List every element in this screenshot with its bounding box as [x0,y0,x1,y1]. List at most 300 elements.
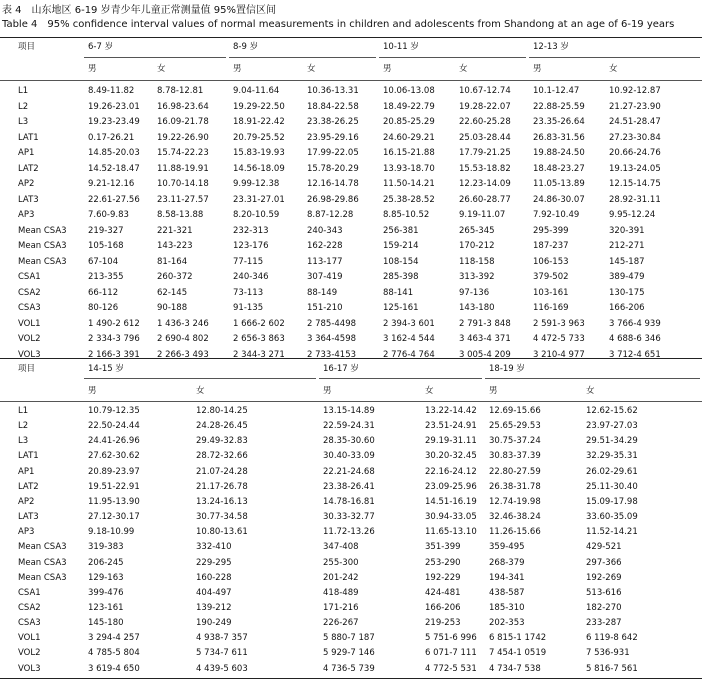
table1-cell: 11.50-14.21 [383,179,435,189]
table-title-chinese: 表 4 山东地区 6-19 岁青少年儿童正常测量值 95%置信区间 [2,5,276,16]
table1-cell: 320-391 [609,225,645,236]
table2-cell: 5 751-6 996 [425,633,477,644]
table2-cell: 145-180 [88,618,124,629]
table1-row-label: LAT2 [18,163,39,174]
table2-cell: 29.19-31.11 [425,436,477,447]
table2-sex-header: 男 [489,386,498,396]
table2-cell: 7 536-931 [586,648,630,659]
table2-cell: 351-399 [425,542,461,553]
table2-cell: 24.41-26.96 [88,436,140,447]
table1-cell: 8.78-12.81 [157,86,204,96]
table2-cell: 202-353 [489,618,525,629]
table1-cell: 12.15-14.75 [609,179,661,189]
table1-cell: 3 005-4 209 [459,349,511,360]
table2-cell: 11.26-15.66 [489,527,541,538]
table2-cell: 29.51-34.29 [586,436,638,447]
table2-cell: 229-295 [196,557,232,568]
table1-cell: 2 776-4 764 [383,349,435,360]
table1-cell: 88-141 [383,287,414,298]
table1-cell: 20.85-25.29 [383,117,435,127]
table2-cell: 11.72-13.26 [323,527,375,538]
table1-cell: 8.58-13.88 [157,210,204,220]
table2-cell: 190-249 [196,618,232,629]
table2-age-group: 16-17 岁 [323,364,359,374]
table1-age-group: 12-13 岁 [533,42,569,52]
table2-cell: 12.80-14.25 [196,406,248,416]
table2-cell: 171-216 [323,602,359,613]
table2-cell: 429-521 [586,542,622,553]
table1-cell: 16.09-21.78 [157,117,209,127]
table1-row-label: CSA1 [18,272,41,282]
table2-header-rule [0,401,702,402]
table2-row-label: AP2 [18,496,35,507]
table2-cell: 7 454-1 0519 [489,648,547,659]
table1-cell: 8.49-11.82 [88,86,135,96]
table2-cell: 14.51-16.19 [425,496,477,507]
table1-cell: 14.56-18.09 [233,163,285,174]
table2-cell: 27.62-30.62 [88,451,140,462]
table1-cell: 24.86-30.07 [533,194,585,205]
table1-row-label: AP1 [18,148,35,158]
table1-cell: 0.17-26.21 [88,132,135,143]
table2-row-label: Mean CSA3 [18,542,67,553]
table1-cell: 15.74-22.23 [157,148,209,158]
table2-cell: 33.60-35.09 [586,512,638,523]
table1-row-label: VOL1 [18,318,41,329]
table1-cell: 2 785-4498 [307,318,357,329]
table1-cell: 19.23-23.49 [88,117,140,127]
table2-cell: 268-379 [489,557,525,568]
table1-row-label: L2 [18,101,29,112]
table1-cell: 159-214 [383,241,419,251]
table2-row-label: AP1 [18,466,35,477]
table1-cell: 118-158 [459,256,495,267]
table1-cell: 23.31-27.01 [233,194,285,205]
table2-item-header: 项目 [18,364,36,374]
table2-cell: 3 294-4 257 [88,633,140,644]
table2-cell: 160-228 [196,572,232,583]
table1-cell: 22.61-27.56 [88,194,140,205]
table2-cell: 347-408 [323,542,359,553]
table1-cell: 17.79-21.25 [459,148,511,158]
table2-cell: 25.65-29.53 [489,421,541,432]
table1-sex-header: 女 [157,64,166,74]
table1-cell: 123-176 [233,241,269,251]
table1-cell: 130-175 [609,287,645,298]
table2-cell: 438-587 [489,587,525,598]
table2-cell: 9.18-10.99 [88,527,135,538]
table2-cell: 319-383 [88,542,124,553]
table1-cell: 256-381 [383,225,419,236]
table1-cell: 143-223 [157,241,193,251]
table2-cell: 166-206 [425,602,461,613]
table1-bottom-rule [0,358,702,359]
table2-cell: 404-497 [196,587,232,598]
table2-cell: 28.72-32.66 [196,451,248,462]
table2-cell: 4 439-5 603 [196,663,248,674]
table1-cell: 219-327 [88,225,124,236]
table2-cell: 22.80-27.59 [489,466,541,477]
table2-cell: 424-481 [425,587,461,598]
table2-cell: 192-269 [586,572,622,583]
table1-cell: 240-346 [233,272,269,282]
table2-cell: 13.24-16.13 [196,496,248,507]
table1-cell: 14.52-18.47 [88,163,140,174]
table2-cell: 6 815-1 1742 [489,633,547,644]
table2-cell: 11.65-13.10 [425,527,477,538]
table2-cell: 22.50-24.44 [88,421,140,432]
table1-sex-header: 女 [307,64,316,74]
table1-sex-header: 男 [383,64,392,74]
table2-group-rule [84,378,316,379]
table1-cell: 3 463-4 371 [459,334,511,344]
table1-cell: 221-321 [157,225,193,236]
table1-cell: 80-126 [88,303,119,313]
table1-cell: 9.04-11.64 [233,86,280,96]
table1-row-label: AP2 [18,179,35,189]
table1-cell: 62-145 [157,287,188,298]
table1-cell: 27.23-30.84 [609,132,661,143]
table2-group-rule [485,378,700,379]
table1-cell: 25.38-28.52 [383,194,435,205]
table1-cell: 2 591-3 963 [533,318,585,329]
table1-cell: 10.1-12.47 [533,86,580,96]
table1-header-rule [0,80,702,81]
table1-cell: 12.23-14.09 [459,179,511,189]
table1-cell: 22.88-25.59 [533,101,585,112]
table2-cell: 22.21-24.68 [323,466,375,477]
table1-cell: 187-237 [533,241,569,251]
table1-cell: 2 394-3 601 [383,318,435,329]
table2-cell: 11.52-14.21 [586,527,638,538]
table1-cell: 12.16-14.78 [307,179,359,189]
table2-cell: 206-245 [88,557,124,568]
table1-cell: 103-161 [533,287,569,298]
table2-cell: 22.16-24.12 [425,466,477,477]
table2-cell: 30.75-37.24 [489,436,541,447]
table2-cell: 10.80-13.61 [196,527,248,538]
table2-cell: 32.29-35.31 [586,451,638,462]
table1-cell: 23.35-26.64 [533,117,585,127]
table1-cell: 2 344-3 271 [233,349,285,360]
table2-cell: 19.51-22.91 [88,481,140,492]
table2-row-label: L2 [18,421,29,432]
table1-cell: 19.13-24.05 [609,163,661,174]
table1-cell: 9.21-12.16 [88,179,135,189]
table1-cell: 22.60-25.28 [459,117,511,127]
table1-cell: 26.98-29.86 [307,194,359,205]
table2-cell: 23.51-24.91 [425,421,477,432]
table1-cell: 9.99-12.38 [233,179,280,189]
table2-cell: 253-290 [425,557,461,568]
table2-age-group: 14-15 岁 [88,364,124,374]
table2-cell: 32.46-38.24 [489,512,541,523]
table2-cell: 4 736-5 739 [323,663,375,674]
table1-cell: 3 162-4 544 [383,334,435,344]
table1-cell: 9.19-11.07 [459,210,506,220]
table1-group-rule [529,57,700,58]
table2-row-label: VOL3 [18,663,41,674]
table1-cell: 313-392 [459,272,495,282]
table1-cell: 2 334-3 796 [88,334,140,344]
table2-row-label: L3 [18,436,29,447]
table2-row-label: VOL1 [18,633,41,644]
table1-cell: 2 733-4153 [307,349,357,360]
table1-cell: 8.87-12.28 [307,210,354,220]
table1-cell: 97-136 [459,287,490,298]
table2-cell: 15.09-17.98 [586,496,638,507]
table1-cell: 81-164 [157,256,188,267]
table1-cell: 295-399 [533,225,569,236]
table1-cell: 379-502 [533,272,569,282]
table1-cell: 260-372 [157,272,193,282]
table1-cell: 18.91-22.42 [233,117,285,127]
table2-age-group: 18-19 岁 [489,364,525,374]
table2-sex-header: 男 [88,386,97,396]
table2-row-label: CSA2 [18,602,41,613]
table1-cell: 265-345 [459,225,495,236]
table1-cell: 91-135 [233,303,264,313]
table1-cell: 2 690-4 802 [157,334,209,344]
table1-age-group: 8-9 岁 [233,42,259,52]
table1-cell: 145-187 [609,256,645,267]
table2-cell: 219-253 [425,618,461,629]
table1-row-label: L1 [18,86,29,96]
table1-cell: 18.84-22.58 [307,101,359,112]
table1-row-label: VOL2 [18,334,41,344]
table2-cell: 12.62-15.62 [586,406,638,416]
table1-cell: 11.05-13.89 [533,179,585,189]
table1-cell: 17.99-22.05 [307,148,359,158]
table1-cell: 2 656-3 863 [233,334,285,344]
table1-cell: 24.60-29.21 [383,132,435,143]
table1-group-rule [229,57,376,58]
table1-group-rule [84,57,226,58]
table1-cell: 15.78-20.29 [307,163,359,174]
table1-cell: 232-313 [233,225,269,236]
table2-cell: 13.15-14.89 [323,406,375,416]
table2-cell: 5 734-7 611 [196,648,248,659]
table2-cell: 513-616 [586,587,622,598]
table1-sex-header: 女 [459,64,468,74]
table1-cell: 3 210-4 977 [533,349,585,360]
table2-cell: 5 929-7 146 [323,648,375,659]
table2-cell: 4 938-7 357 [196,633,248,644]
table1-cell: 10.36-13.31 [307,86,359,96]
table2-cell: 14.78-16.81 [323,496,375,507]
table1-cell: 26.83-31.56 [533,132,585,143]
table1-cell: 23.38-26.25 [307,117,359,127]
table2-cell: 10.79-12.35 [88,406,140,416]
table1-cell: 77-115 [233,256,264,267]
table1-cell: 213-355 [88,272,124,282]
table1-item-header: 项目 [18,42,36,52]
table1-cell: 67-104 [88,256,119,267]
table2-cell: 23.97-27.03 [586,421,638,432]
table2-bottom-rule [0,678,702,679]
table2-cell: 6 119-8 642 [586,633,638,644]
table2-cell: 185-310 [489,602,525,613]
table1-cell: 15.83-19.93 [233,148,285,158]
table2-cell: 226-267 [323,618,359,629]
table1-sex-header: 女 [609,64,618,74]
table1-row-label: Mean CSA3 [18,241,67,251]
table2-row-label: Mean CSA3 [18,572,67,583]
table1-cell: 14.85-20.03 [88,148,140,158]
table2-cell: 255-300 [323,557,359,568]
table1-cell: 143-180 [459,303,495,313]
table2-cell: 182-270 [586,602,622,613]
table1-cell: 3 364-4598 [307,334,357,344]
table2-row-label: LAT2 [18,481,39,492]
table1-sex-header: 男 [533,64,542,74]
table1-cell: 16.15-21.88 [383,148,435,158]
table1-row-label: AP3 [18,210,35,220]
table1-row-label: L3 [18,117,29,127]
table1-cell: 170-212 [459,241,495,251]
table1-cell: 24.51-28.47 [609,117,661,127]
table2-cell: 3 619-4 650 [88,663,140,674]
table1-cell: 88-149 [307,287,338,298]
table2-row-label: CSA1 [18,587,41,598]
table2-cell: 23.09-25.96 [425,481,477,492]
table2-cell: 332-410 [196,542,232,553]
table2-sex-header: 男 [323,386,332,396]
table1-cell: 307-419 [307,272,343,282]
table2-cell: 297-366 [586,557,622,568]
table2-cell: 30.20-32.45 [425,451,477,462]
table1-row-label: Mean CSA3 [18,225,67,236]
table2-cell: 20.89-23.97 [88,466,140,477]
table1-cell: 212-271 [609,241,645,251]
table1-sex-header: 男 [233,64,242,74]
table1-cell: 389-479 [609,272,645,282]
table2-cell: 30.40-33.09 [323,451,375,462]
table2-row-label: AP3 [18,527,35,538]
table2-sex-header: 女 [586,386,595,396]
table1-cell: 13.93-18.70 [383,163,435,174]
table1-cell: 7.60-9.83 [88,210,129,220]
table2-row-label: VOL2 [18,648,41,659]
table1-top-rule [0,37,702,38]
table1-cell: 19.29-22.50 [233,101,285,112]
table1-cell: 23.11-27.57 [157,194,209,205]
table2-cell: 26.02-29.61 [586,466,638,477]
table2-row-label: LAT3 [18,512,39,523]
table1-cell: 4 688-6 346 [609,334,661,344]
table1-cell: 8.85-10.52 [383,210,430,220]
table1-cell: 19.26-23.01 [88,101,140,112]
table2-cell: 4 772-5 531 [425,663,477,674]
table1-age-group: 10-11 岁 [383,42,419,52]
table2-row-label: Mean CSA3 [18,557,67,568]
table2-cell: 4 785-5 804 [88,648,140,659]
table1-cell: 1 666-2 602 [233,318,285,329]
table-title-english: Table 4 95% confidence interval values of normal measurements in children and adolescents from Shandong at an age of 6-19 years [2,19,675,30]
table1-cell: 1 490-2 612 [88,318,140,329]
table2-cell: 30.77-34.58 [196,512,248,523]
table2-row-label: L1 [18,406,29,416]
table1-cell: 2 266-3 493 [157,349,209,360]
table1-cell: 10.67-12.74 [459,86,511,96]
table1-row-label: CSA3 [18,303,41,313]
table1-cell: 15.53-18.82 [459,163,511,174]
table1-cell: 240-343 [307,225,343,236]
table1-row-label: Mean CSA3 [18,256,67,267]
table1-age-group: 6-7 岁 [88,42,114,52]
table2-cell: 123-161 [88,602,124,613]
table1-cell: 11.88-19.91 [157,163,209,174]
table1-group-rule [379,57,526,58]
table1-cell: 151-210 [307,303,343,313]
table1-cell: 19.22-26.90 [157,132,209,143]
table1-cell: 25.03-28.44 [459,132,511,143]
table2-row-label: CSA3 [18,618,41,629]
table2-cell: 399-476 [88,587,124,598]
table1-cell: 26.60-28.77 [459,194,511,205]
table2-cell: 26.38-31.78 [489,481,541,492]
table2-cell: 22.59-24.31 [323,421,375,432]
table1-cell: 7.92-10.49 [533,210,580,220]
table2-cell: 129-163 [88,572,124,583]
table1-cell: 18.48-23.27 [533,163,585,174]
table1-cell: 66-112 [88,287,119,298]
table2-cell: 27.12-30.17 [88,512,140,523]
table1-cell: 105-168 [88,241,124,251]
table2-cell: 201-242 [323,572,359,583]
table1-cell: 113-177 [307,256,343,267]
table1-cell: 3 766-4 939 [609,318,661,329]
table1-row-label: CSA2 [18,287,41,298]
table1-row-label: LAT1 [18,132,39,143]
table1-cell: 108-154 [383,256,419,267]
table2-cell: 29.49-32.83 [196,436,248,447]
table2-cell: 30.94-33.05 [425,512,477,523]
table2-cell: 6 071-7 111 [425,648,477,659]
table2-cell: 359-495 [489,542,525,553]
table1-cell: 106-153 [533,256,569,267]
table1-cell: 21.27-23.90 [609,101,661,112]
table2-cell: 5 880-7 187 [323,633,375,644]
table1-row-label: LAT3 [18,194,39,205]
table2-cell: 25.11-30.40 [586,481,638,492]
table2-sex-header: 女 [425,386,434,396]
table1-cell: 125-161 [383,303,419,313]
table1-cell: 116-169 [533,303,569,313]
table1-cell: 10.92-12.87 [609,86,661,96]
table2-cell: 194-341 [489,572,525,583]
table2-cell: 13.22-14.42 [425,406,477,416]
table1-cell: 10.70-14.18 [157,179,209,189]
table1-cell: 90-188 [157,303,188,313]
table2-cell: 5 816-7 561 [586,663,638,674]
table2-cell: 12.74-19.98 [489,496,541,507]
table1-cell: 19.28-22.07 [459,101,511,112]
table2-sex-header: 女 [196,386,205,396]
table2-cell: 139-212 [196,602,232,613]
table1-cell: 8.20-10.59 [233,210,280,220]
table1-cell: 73-113 [233,287,264,298]
table1-cell: 23.95-29.16 [307,132,359,143]
table2-cell: 12.69-15.66 [489,406,541,416]
table1-sex-header: 男 [88,64,97,74]
table1-cell: 2 791-3 848 [459,318,511,329]
table2-cell: 30.33-32.77 [323,512,375,523]
table2-group-rule [319,378,482,379]
table1-cell: 19.88-24.50 [533,148,585,158]
table1-cell: 3 712-4 651 [609,349,661,360]
table1-cell: 18.49-22.79 [383,101,435,112]
